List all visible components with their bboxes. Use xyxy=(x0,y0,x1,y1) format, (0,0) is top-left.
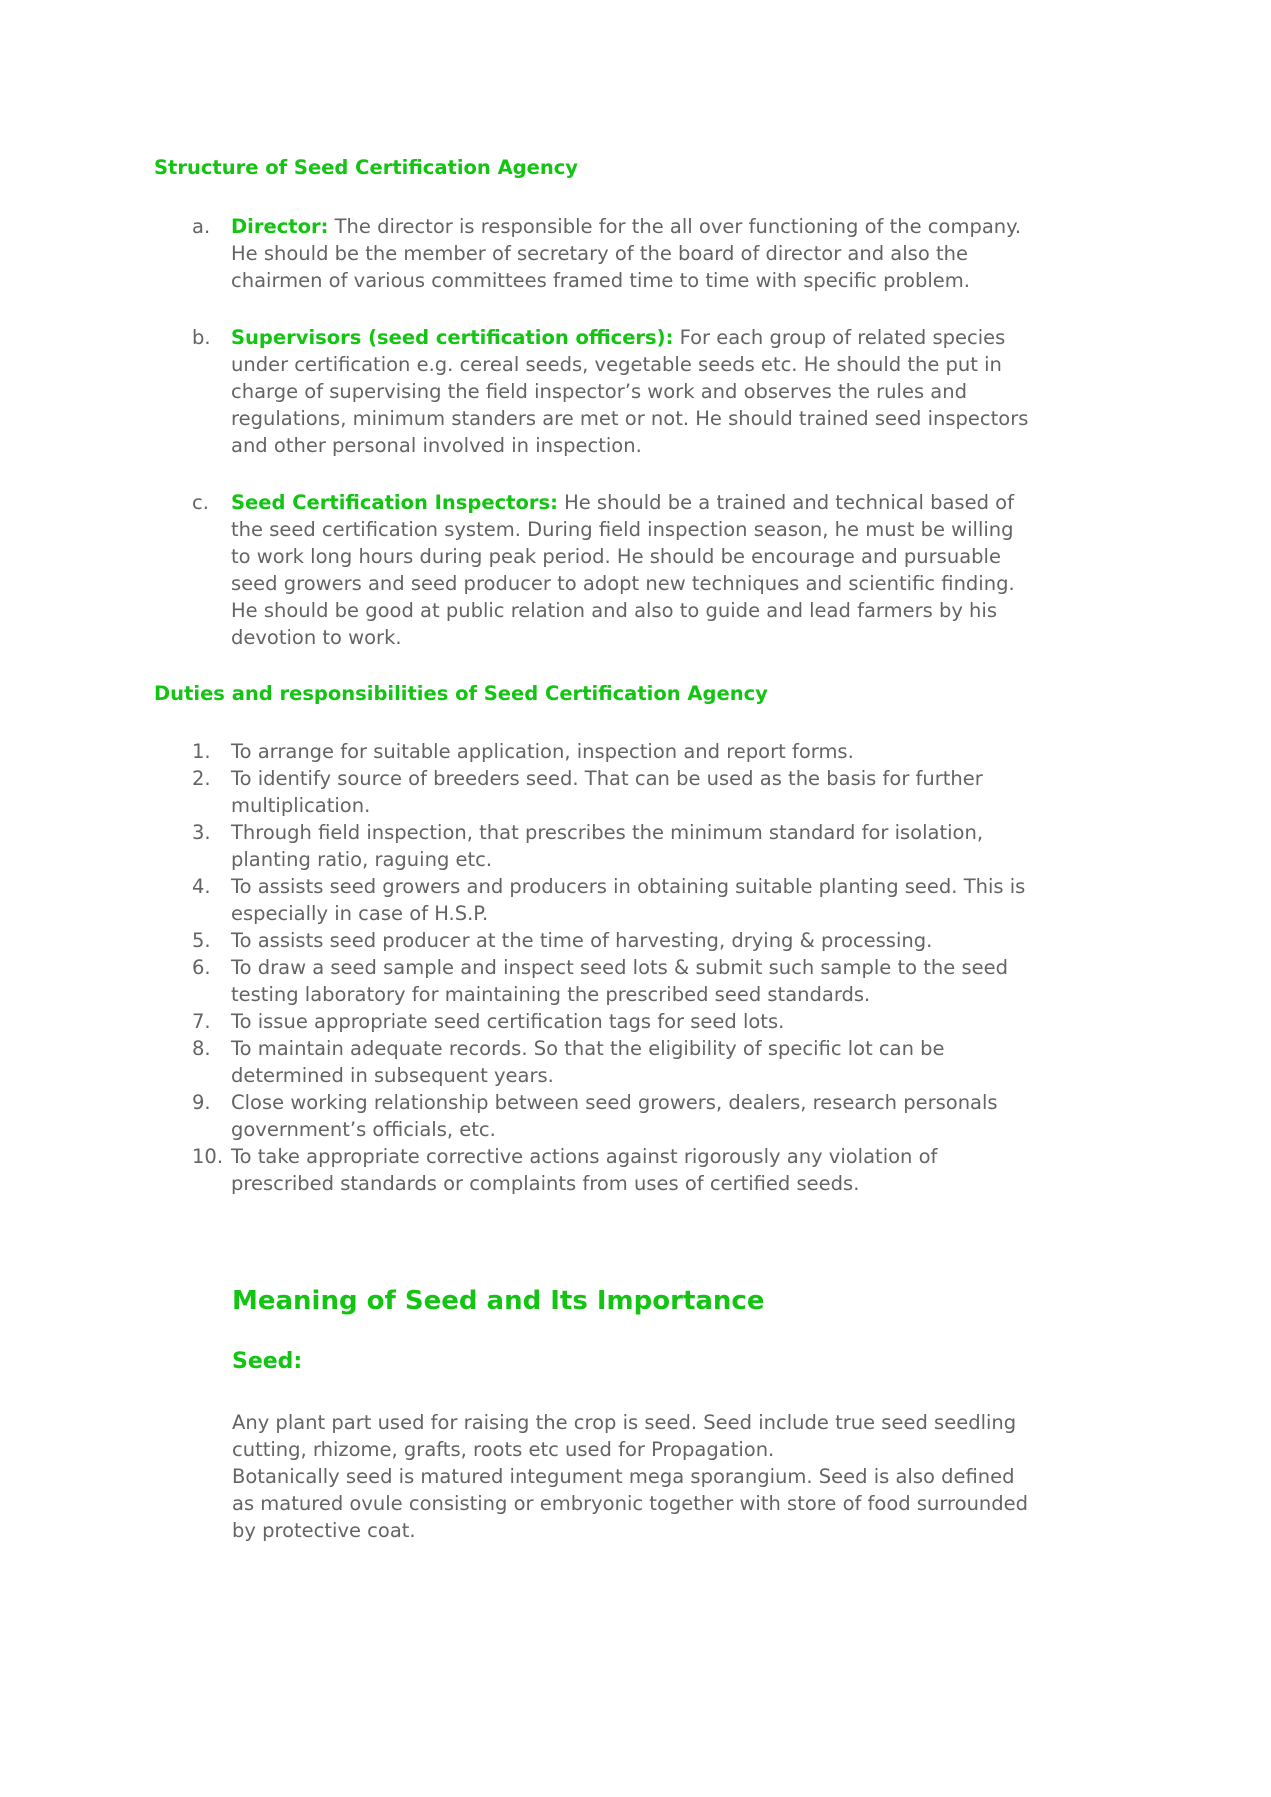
text-line: He should be the member of secretary of the board of director and also the xyxy=(231,242,968,265)
text-line: Through field inspection, that prescribes the minimum standard for isolation, xyxy=(231,821,984,844)
text-line: To issue appropriate seed certification tags for seed lots. xyxy=(231,1010,785,1033)
text-line: seed growers and seed producer to adopt new techniques and scientific finding. xyxy=(231,572,1015,595)
text-line: regulations, minimum standers are met or not. He should trained seed inspectors xyxy=(231,407,1029,430)
list-item xyxy=(0,927,1271,954)
term-label: Director: xyxy=(231,215,329,238)
list-item xyxy=(0,819,1271,873)
text-line: The director is responsible for the all over functioning of the company. xyxy=(328,215,1022,238)
text-line: Any plant part used for raising the crop is seed. Seed include true seed seedling xyxy=(232,1411,1017,1434)
list-item xyxy=(0,1008,1271,1035)
list-item xyxy=(0,1035,1271,1089)
list-marker: c. xyxy=(192,491,209,514)
list-item xyxy=(0,765,1271,819)
text-line: testing laboratory for maintaining the prescribed seed standards. xyxy=(231,983,871,1006)
text-line: To maintain adequate records. So that the eligibility of specific lot can be xyxy=(231,1037,945,1060)
text-line: determined in subsequent years. xyxy=(231,1064,554,1087)
subheading-seed: Seed: xyxy=(232,1349,303,1374)
list-marker: 1. xyxy=(192,740,211,763)
text-line: by protective coat. xyxy=(232,1519,416,1542)
section-heading-meaning: Meaning of Seed and Its Importance xyxy=(232,1286,765,1316)
list-marker: b. xyxy=(192,326,211,349)
text-line: cutting, rhizome, grafts, roots etc used for Propagation. xyxy=(232,1438,775,1461)
text-line: For each group of related species xyxy=(673,326,1006,349)
text-line: as matured ovule consisting or embryonic together with store of food surrounded xyxy=(232,1492,1029,1515)
list-marker: 8. xyxy=(192,1037,211,1060)
text-line: Botanically seed is matured integument mega sporangium. Seed is also defined xyxy=(232,1465,1015,1488)
term-label: Seed Certification Inspectors: xyxy=(231,491,558,514)
seed-definition-paragraph xyxy=(232,1409,1028,1544)
text-line: and other personal involved in inspection. xyxy=(231,434,642,457)
text-line: prescribed standards or complaints from uses of certified seeds. xyxy=(231,1172,860,1195)
text-line: devotion to work. xyxy=(231,626,402,649)
list-marker: 3. xyxy=(192,821,211,844)
structure-item-director xyxy=(0,213,1271,294)
text-line: planting ratio, raguing etc. xyxy=(231,848,493,871)
text-line: Close working relationship between seed growers, dealers, research personals xyxy=(231,1091,998,1114)
text-line: especially in case of H.S.P. xyxy=(231,902,489,925)
text-line: chairmen of various committees framed time to time with specific problem. xyxy=(231,269,970,292)
text-line: multiplication. xyxy=(231,794,371,817)
text-line: charge of supervising the field inspector’s work and observes the rules and xyxy=(231,380,967,403)
structure-item-supervisors xyxy=(0,324,1271,459)
text-line: To arrange for suitable application, inspection and report forms. xyxy=(231,740,854,763)
text-line: He should be good at public relation and also to guide and lead farmers by his xyxy=(231,599,997,622)
structure-item-inspectors xyxy=(0,489,1271,651)
list-marker: 9. xyxy=(192,1091,211,1114)
list-item xyxy=(0,1089,1271,1143)
text-line: To assists seed producer at the time of harvesting, drying & processing. xyxy=(231,929,933,952)
list-item xyxy=(0,1143,1271,1197)
text-line: the seed certification system. During field inspection season, he must be willing xyxy=(231,518,1014,541)
list-marker: 5. xyxy=(192,929,211,952)
section-heading-duties: Duties and responsibilities of Seed Certification Agency xyxy=(154,682,768,705)
text-line: government’s officials, etc. xyxy=(231,1118,496,1141)
duties-list xyxy=(0,738,1271,1197)
text-line: To draw a seed sample and inspect seed lots & submit such sample to the seed xyxy=(231,956,1008,979)
list-marker: 7. xyxy=(192,1010,211,1033)
text-line: He should be a trained and technical based of xyxy=(557,491,1014,514)
list-item xyxy=(0,954,1271,1008)
list-marker: 2. xyxy=(192,767,211,790)
list-marker: 10. xyxy=(192,1145,224,1168)
text-line: To identify source of breeders seed. That can be used as the basis for further xyxy=(231,767,983,790)
list-marker: 6. xyxy=(192,956,211,979)
text-line: To take appropriate corrective actions against rigorously any violation of xyxy=(231,1145,938,1168)
text-line: to work long hours during peak period. He should be encourage and pursuable xyxy=(231,545,1001,568)
list-item xyxy=(0,873,1271,927)
section-heading-structure: Structure of Seed Certification Agency xyxy=(154,156,579,179)
list-item xyxy=(0,738,1271,765)
list-marker: a. xyxy=(192,215,211,238)
text-line: To assists seed growers and producers in obtaining suitable planting seed. This is xyxy=(231,875,1026,898)
term-label: Supervisors (seed certification officers): xyxy=(231,326,674,349)
text-line: under certification e.g. cereal seeds, vegetable seeds etc. He should the put in xyxy=(231,353,1002,376)
list-marker: 4. xyxy=(192,875,211,898)
